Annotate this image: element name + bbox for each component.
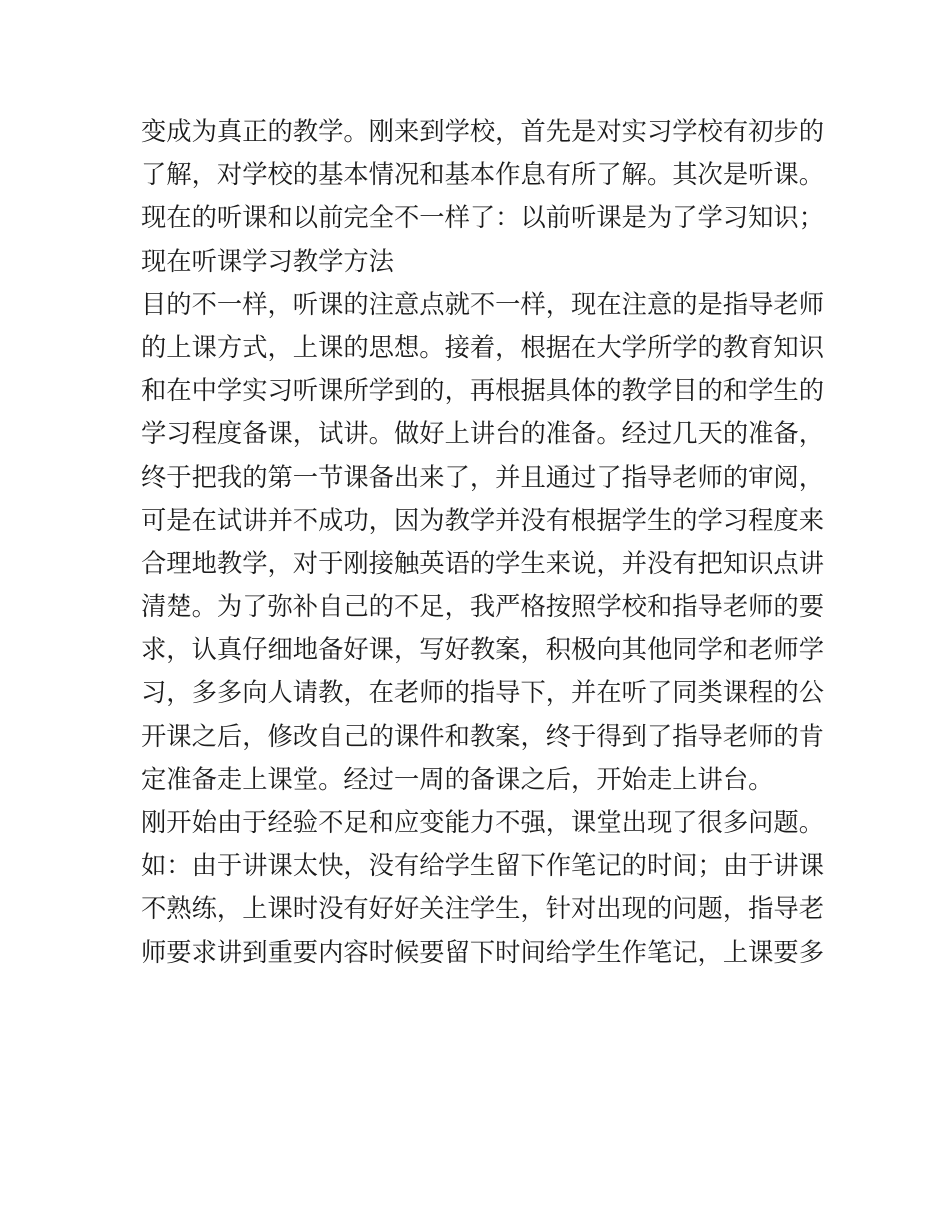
body-text [141, 110, 825, 974]
text-line: 如：由于讲课太快，没有给学生留下作笔记的时间；由于讲课 [141, 851, 825, 881]
text-line: 了解，对学校的基本情况和基本作息有所了解。其次是听课。 [141, 160, 825, 190]
text-line: 求，认真仔细地备好课，写好教案，积极向其他同学和老师学 [141, 635, 825, 665]
text-line: 现在听课学习教学方法 [141, 246, 394, 276]
text-line: 师要求讲到重要内容时候要留下时间给学生作笔记，上课要多 [141, 937, 825, 967]
text-line: 学习程度备课，试讲。做好上讲台的准备。经过几天的准备， [141, 419, 825, 449]
text-line: 的上课方式，上课的思想。接着，根据在大学所学的教育知识 [141, 332, 825, 362]
text-line: 目的不一样，听课的注意点就不一样，现在注意的是指导老师 [141, 289, 825, 319]
text-line: 开课之后，修改自己的课件和教案，终于得到了指导老师的肯 [141, 721, 825, 751]
text-line: 终于把我的第一节课备出来了，并且通过了指导老师的审阅， [141, 462, 825, 492]
text-line: 清楚。为了弥补自己的不足，我严格按照学校和指导老师的要 [141, 592, 825, 622]
text-line: 习，多多向人请教，在老师的指导下，并在听了同类课程的公 [141, 678, 825, 708]
text-line: 合理地教学，对于刚接触英语的学生来说，并没有把知识点讲 [141, 548, 825, 578]
text-line: 定准备走上课堂。经过一周的备课之后，开始走上讲台。 [141, 764, 774, 794]
text-line: 和在中学实习听课所学到的，再根据具体的教学目的和学生的 [141, 376, 825, 406]
text-line: 刚开始由于经验不足和应变能力不强，课堂出现了很多问题。 [141, 808, 825, 837]
text-line: 可是在试讲并不成功，因为教学并没有根据学生的学习程度来 [141, 505, 825, 535]
text-line: 不熟练，上课时没有好好关注学生，针对出现的问题，指导老 [141, 894, 825, 924]
text-line: 变成为真正的教学。刚来到学校，首先是对实习学校有初步的 [141, 117, 825, 146]
text-line: 现在的听课和以前完全不一样了：以前听课是为了学习知识； [141, 203, 825, 233]
